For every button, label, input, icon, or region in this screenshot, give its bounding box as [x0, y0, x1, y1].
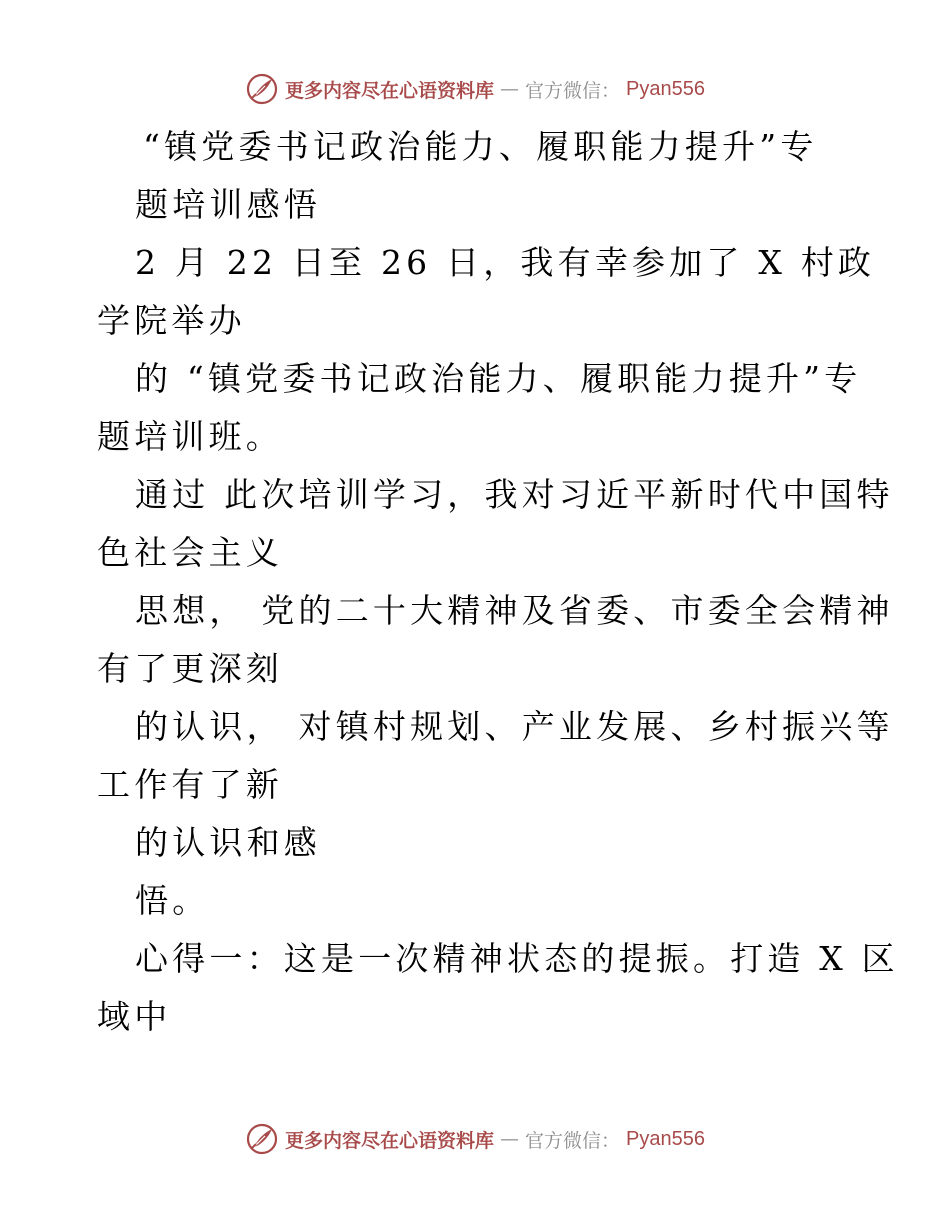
document-body [97, 118, 899, 1046]
watermark-site-text: 更多内容尽在心语资料库 [285, 1129, 495, 1152]
document-title-line-1: “镇党委书记政治能力、履职能力提升”专 [143, 127, 818, 166]
paragraph-line: 思想， 党的二十大精神及省委、市委全会精神 [135, 591, 894, 630]
feather-pen-logo-icon [245, 72, 279, 106]
paragraph-line: 悟。 [135, 881, 210, 920]
watermark-separator: — [500, 1128, 520, 1150]
watermark-wechat-id: Pyan556 [626, 1127, 705, 1150]
paragraph-line: 2 月 22 日至 26 日，我有幸参加了 X 村政 [135, 243, 876, 282]
paragraph-line: 学院举办 [97, 301, 246, 340]
paragraph-line: 的认识和感 [135, 823, 321, 862]
watermark-wechat-id: Pyan556 [626, 77, 705, 100]
paragraph-line: 的认识， 对镇村规划、产业发展、乡村振兴等 [135, 707, 894, 746]
paragraph-line: 工作有了新 [97, 765, 283, 804]
watermark-official-label: 官方微信： [525, 79, 621, 102]
footer-watermark [0, 1122, 950, 1156]
header-watermark [0, 72, 950, 106]
watermark-official-label: 官方微信： [525, 1129, 621, 1152]
paragraph-line: 通过 此次培训学习，我对习近平新时代中国特 [135, 475, 894, 514]
paragraph-line: 有了更深刻 [97, 649, 283, 688]
watermark-separator: — [500, 78, 520, 100]
paragraph-line: 的 “镇党委书记政治能力、履职能力提升”专 [135, 359, 862, 398]
paragraph-line: 心得一：这是一次精神状态的提振。打造 X 区 [135, 939, 899, 978]
watermark-site-text: 更多内容尽在心语资料库 [285, 79, 495, 102]
paragraph-line: 域中 [97, 997, 172, 1036]
paragraph-line: 色社会主义 [97, 533, 283, 572]
paragraph-line: 题培训班。 [97, 417, 283, 456]
feather-pen-logo-icon [245, 1122, 279, 1156]
document-title-line-2: 题培训感悟 [135, 185, 321, 224]
